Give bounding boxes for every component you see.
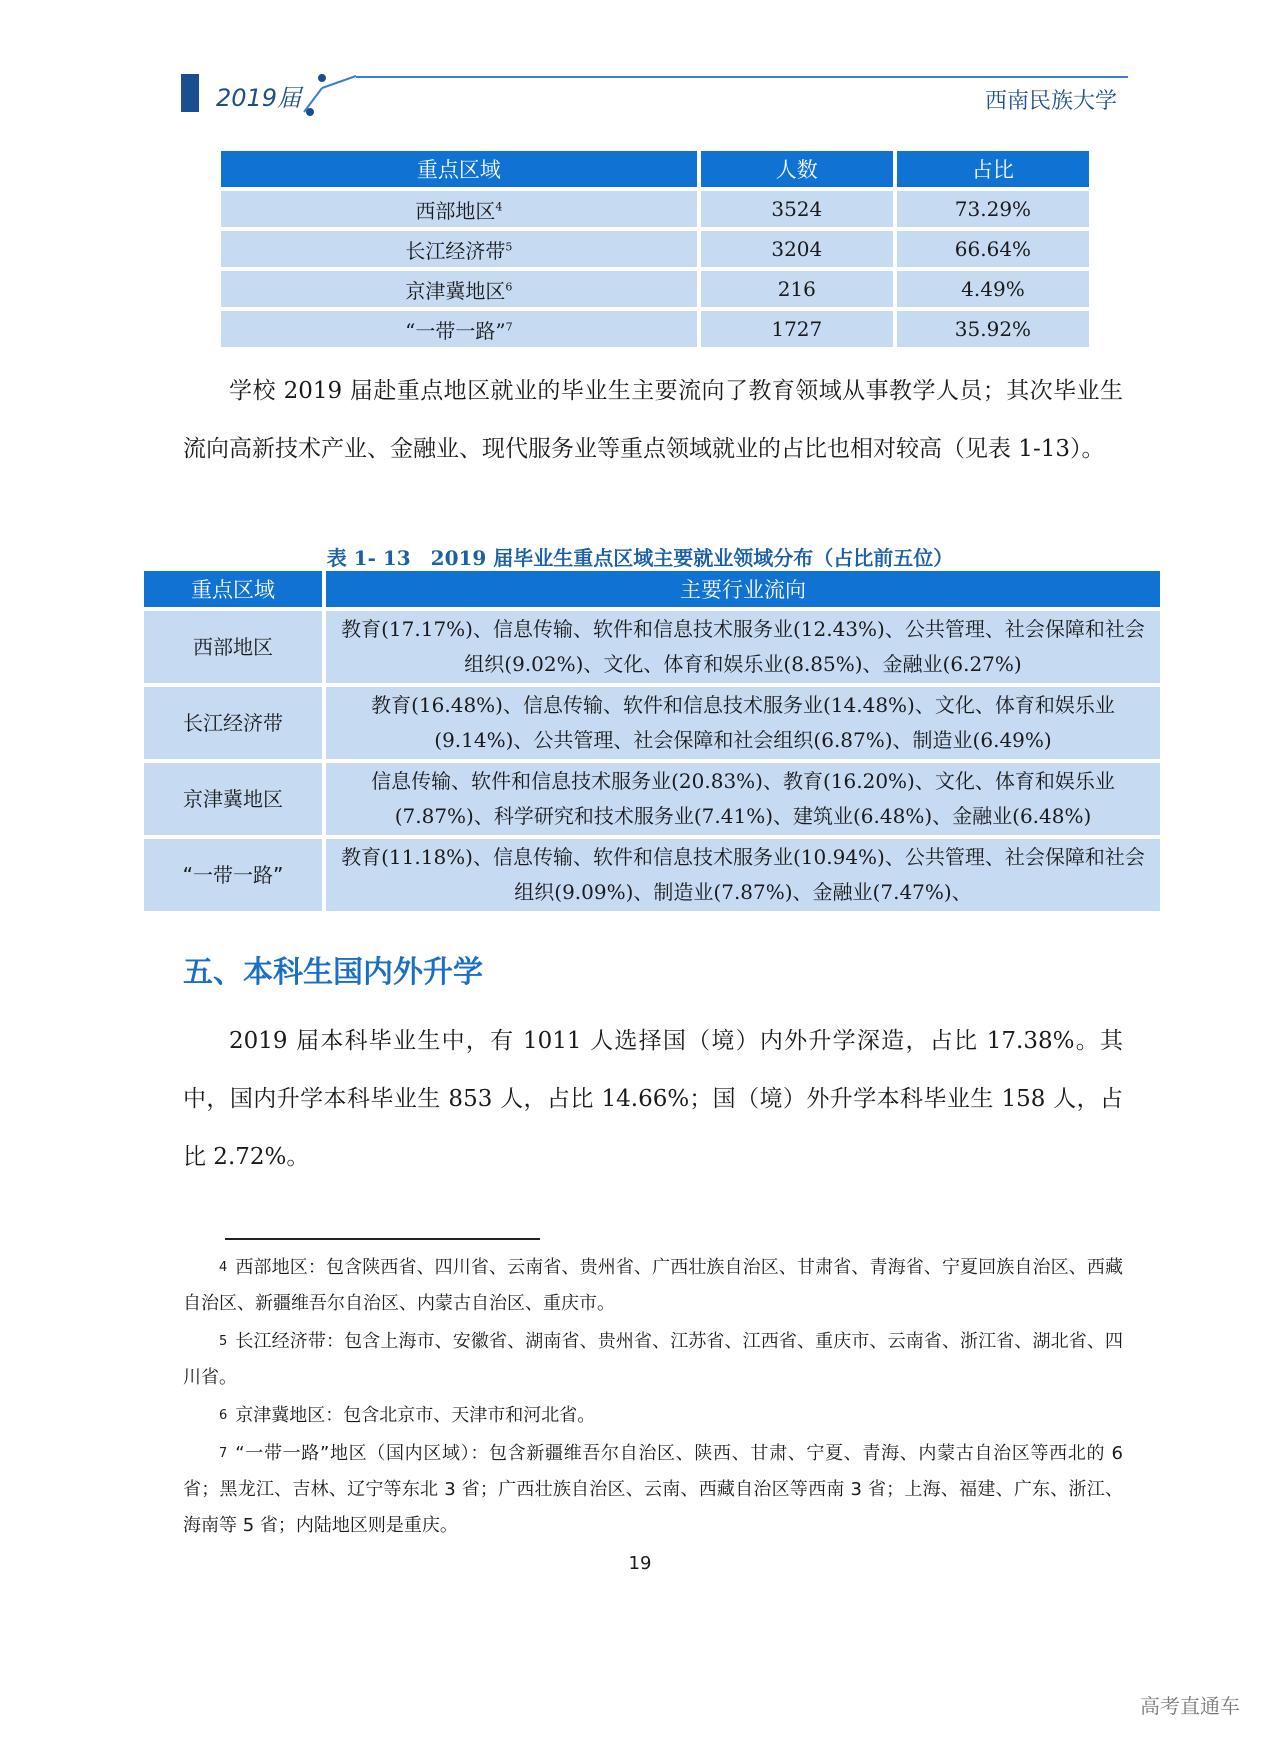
table-row xyxy=(221,231,1089,267)
footnote-ref: 7 xyxy=(505,319,513,333)
count-cell: 3524 xyxy=(701,191,893,227)
key-region-count-table xyxy=(217,147,1093,351)
ratio-cell: 66.64% xyxy=(897,231,1089,267)
footnotes xyxy=(183,1250,1123,1546)
industry-cell: 信息传输、软件和信息技术服务业(20.83%)、教育(16.20%)、文化、体育和娱乐业(7.87%)、科学研究和技术服务业(7.41%)、建筑业(6.48%)、金融业(6.48%) xyxy=(326,763,1160,835)
table-row xyxy=(144,687,1160,759)
table-row xyxy=(221,191,1089,227)
region-cell: 长江经济带 xyxy=(144,687,322,759)
footnote-rule xyxy=(225,1238,540,1240)
count-cell: 1727 xyxy=(701,311,893,347)
header-year: 2019届 xyxy=(216,84,302,112)
region-cell: 西部地区$^4$ xyxy=(221,191,697,227)
header-accent-block xyxy=(181,74,199,112)
column-header-region: 重点区域 xyxy=(221,151,697,187)
region-cell: 京津冀地区 xyxy=(144,763,322,835)
table-header-row xyxy=(144,571,1160,607)
footnote: $^4$ 西部地区：包含陕西省、四川省、云南省、贵州省、广西壮族自治区、甘肃省、青海省、宁夏回族自治区、西藏自治区、新疆维吾尔自治区、内蒙古自治区、重庆市。 xyxy=(183,1257,1123,1314)
table-row xyxy=(144,839,1160,911)
body-paragraph: 学校 2019 届赴重点地区就业的毕业生主要流向了教育领域从事教学人员；其次毕业生流向高新技术产业、金融业、现代服务业等重点领域就业的占比也相对较高（见表 1-13）。 xyxy=(183,378,1123,462)
count-cell: 3204 xyxy=(701,231,893,267)
count-cell: 216 xyxy=(701,271,893,307)
table-header-row xyxy=(221,151,1089,187)
region-cell: “一带一路”$^7$ xyxy=(221,311,697,347)
header-decoration-icon xyxy=(296,72,360,116)
column-header-ratio: 占比 xyxy=(897,151,1089,187)
footnote: $^6$ 京津冀地区：包含北京市、天津市和河北省。 xyxy=(219,1405,596,1426)
footnote: $^7$ “一带一路”地区（国内区域）：包含新疆维吾尔自治区、陕西、甘肃、宁夏、青海、内蒙古自治区等西北的 6 省；黑龙江、吉林、辽宁等东北 3 省；广西壮族自治区、云南、西藏自治区等西南 3 省；上海、福建、广东、浙江、海南等 5 省；内陆地区则是重庆。 xyxy=(183,1443,1123,1536)
footnote-ref: 5 xyxy=(505,239,513,253)
header-school-name: 西南民族大学 xyxy=(985,89,1118,114)
ratio-cell: 35.92% xyxy=(897,311,1089,347)
table-row xyxy=(221,271,1089,307)
body-paragraph: 2019 届本科毕业生中，有 1011 人选择国（境）内外升学深造，占比 17.38%。其中，国内升学本科毕业生 853 人，占比 14.66%；国（境）外升学本科毕业生 158 人，占比 2.72%。 xyxy=(183,1028,1123,1170)
table-caption: 表 1- 13 2019 届毕业生重点区域主要就业领域分布（占比前五位） xyxy=(326,546,954,570)
region-cell: “一带一路” xyxy=(144,839,322,911)
region-cell: 长江经济带$^5$ xyxy=(221,231,697,267)
footnote-ref: 4 xyxy=(495,199,503,213)
industry-cell: 教育(17.17%)、信息传输、软件和信息技术服务业(12.43%)、公共管理、社会保障和社会组织(9.02%)、文化、体育和娱乐业(8.85%)、金融业(6.27%) xyxy=(326,611,1160,683)
watermark: 高考直通车 xyxy=(1140,1694,1240,1718)
industry-cell: 教育(16.48%)、信息传输、软件和信息技术服务业(14.48%)、文化、体育和娱乐业(9.14%)、公共管理、社会保障和社会组织(6.87%)、制造业(6.49%) xyxy=(326,687,1160,759)
table-row xyxy=(144,763,1160,835)
footnote-ref: 6 xyxy=(505,279,513,293)
column-header-region: 重点区域 xyxy=(144,571,322,607)
header-rule xyxy=(356,76,1128,78)
region-cell: 西部地区 xyxy=(144,611,322,683)
table-row xyxy=(221,311,1089,347)
key-region-industry-table xyxy=(140,567,1164,915)
column-header-industry: 主要行业流向 xyxy=(326,571,1160,607)
footnote: $^5$ 长江经济带：包含上海市、安徽省、湖南省、贵州省、江苏省、江西省、重庆市、云南省、浙江省、湖北省、四川省。 xyxy=(183,1331,1123,1388)
region-cell: 京津冀地区$^6$ xyxy=(221,271,697,307)
section-title: 五、本科生国内外升学 xyxy=(183,955,483,990)
column-header-count: 人数 xyxy=(701,151,893,187)
ratio-cell: 4.49% xyxy=(897,271,1089,307)
ratio-cell: 73.29% xyxy=(897,191,1089,227)
page-number: 19 xyxy=(628,1553,652,1574)
table-row xyxy=(144,611,1160,683)
industry-cell: 教育(11.18%)、信息传输、软件和信息技术服务业(10.94%)、公共管理、社会保障和社会组织(9.09%)、制造业(7.87%)、金融业(7.47%)、 xyxy=(326,839,1160,911)
